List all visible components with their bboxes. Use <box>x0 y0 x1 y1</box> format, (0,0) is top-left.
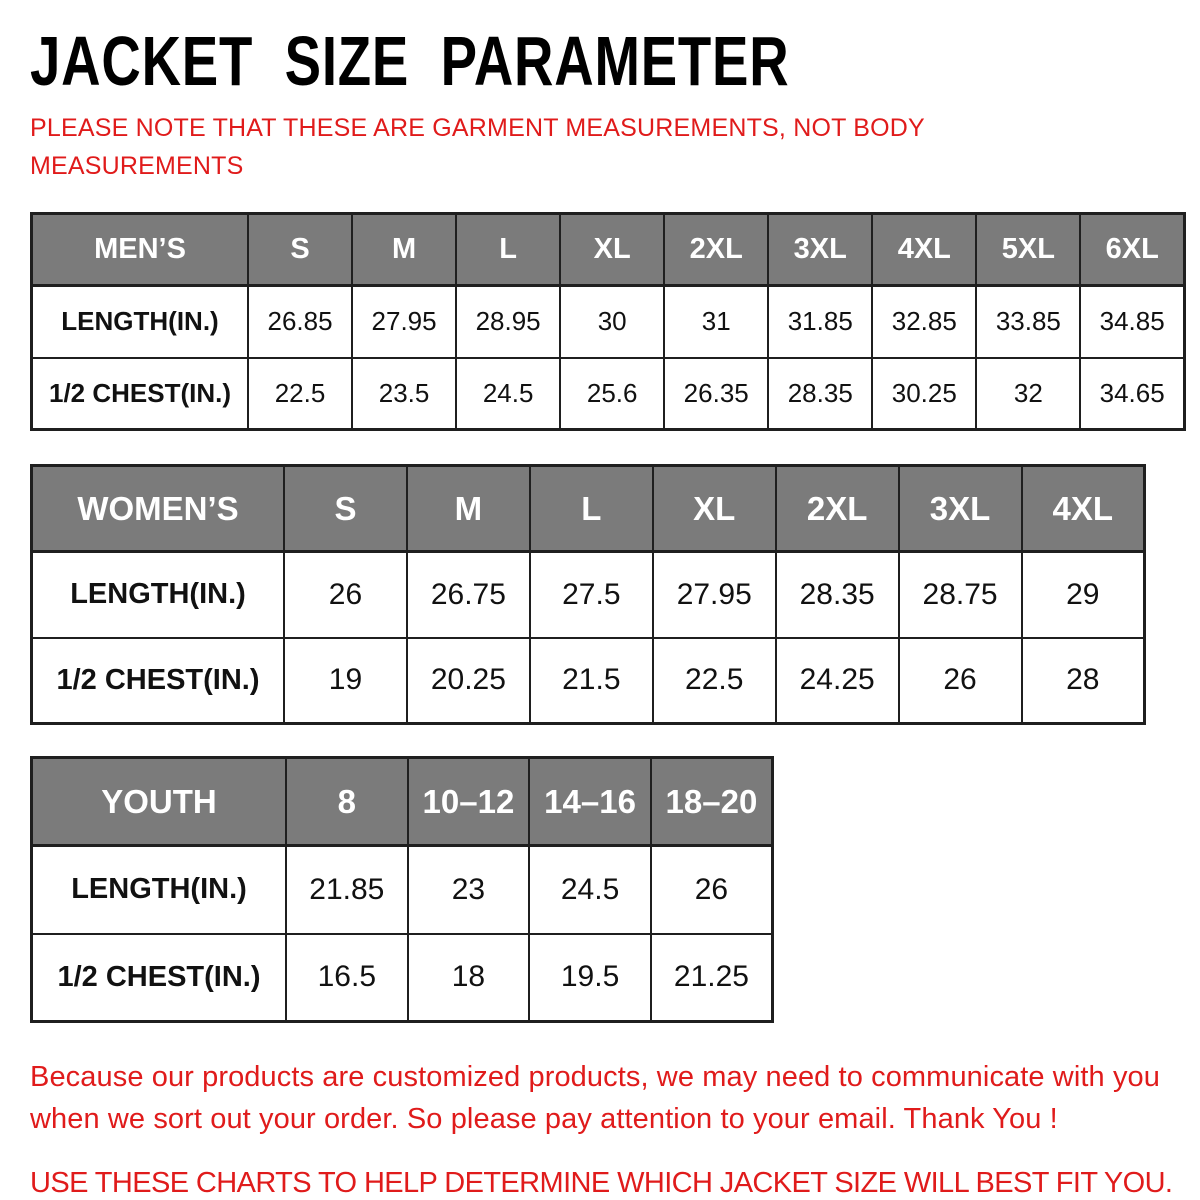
size-cell: 29 <box>1022 552 1145 638</box>
table-row <box>32 638 1145 724</box>
size-cell: 22.5 <box>248 358 352 430</box>
size-table-mens <box>30 212 1186 431</box>
size-cell: 19.5 <box>529 934 651 1022</box>
row-label: 1/2 CHEST(IN.) <box>32 934 287 1022</box>
column-header: 2XL <box>776 466 899 552</box>
column-header: 4XL <box>1022 466 1145 552</box>
column-header: S <box>284 466 407 552</box>
size-cell: 28.35 <box>768 358 872 430</box>
size-cell: 31 <box>664 286 768 358</box>
table-row <box>32 846 773 934</box>
column-header: 5XL <box>976 214 1080 286</box>
size-cell: 24.5 <box>456 358 560 430</box>
size-cell: 33.85 <box>976 286 1080 358</box>
table-row <box>32 286 1185 358</box>
table-row <box>32 358 1185 430</box>
size-cell: 30.25 <box>872 358 976 430</box>
size-cell: 22.5 <box>653 638 776 724</box>
size-cell: 27.95 <box>653 552 776 638</box>
page-title: JACKET SIZE PARAMETER <box>30 22 790 100</box>
size-table-youth <box>30 756 774 1023</box>
size-cell: 26 <box>899 638 1022 724</box>
size-cell: 32.85 <box>872 286 976 358</box>
column-header: M <box>407 466 530 552</box>
size-cell: 34.65 <box>1080 358 1184 430</box>
table-row <box>32 934 773 1022</box>
size-cell: 26.35 <box>664 358 768 430</box>
table-title-youth: YOUTH <box>32 758 287 846</box>
size-cell: 21.85 <box>286 846 408 934</box>
size-cell: 24.5 <box>529 846 651 934</box>
size-cell: 25.6 <box>560 358 664 430</box>
size-cell: 19 <box>284 638 407 724</box>
size-cell: 21.25 <box>651 934 773 1022</box>
header-row <box>32 466 1145 552</box>
column-header: 6XL <box>1080 214 1184 286</box>
size-cell: 28.75 <box>899 552 1022 638</box>
column-header: XL <box>653 466 776 552</box>
customization-notice: Because our products are customized products, we may need to communicate with you when we sort out your order. So please pay attention to your email. Thank You ! <box>30 1061 1160 1136</box>
size-cell: 21.5 <box>530 638 653 724</box>
header-row <box>32 758 773 846</box>
size-cell: 20.25 <box>407 638 530 724</box>
size-cell: 27.5 <box>530 552 653 638</box>
size-cell: 24.25 <box>776 638 899 724</box>
column-header: S <box>248 214 352 286</box>
size-cell: 28.35 <box>776 552 899 638</box>
size-cell: 27.95 <box>352 286 456 358</box>
garment-measurement-note: PLEASE NOTE THAT THESE ARE GARMENT MEASUREMENTS, NOT BODY MEASUREMENTS <box>30 114 925 180</box>
size-cell: 26 <box>651 846 773 934</box>
column-header: L <box>456 214 560 286</box>
column-header: 10–12 <box>408 758 530 846</box>
size-cell: 16.5 <box>286 934 408 1022</box>
column-header: XL <box>560 214 664 286</box>
column-header: 14–16 <box>529 758 651 846</box>
table-title-womens: WOMEN’S <box>32 466 285 552</box>
size-cell: 28.95 <box>456 286 560 358</box>
size-table-womens <box>30 464 1146 725</box>
row-label: 1/2 CHEST(IN.) <box>32 358 249 430</box>
size-cell: 30 <box>560 286 664 358</box>
size-cell: 26.85 <box>248 286 352 358</box>
size-cell: 26 <box>284 552 407 638</box>
size-cell: 28 <box>1022 638 1145 724</box>
column-header: 4XL <box>872 214 976 286</box>
size-cell: 23 <box>408 846 530 934</box>
table-title-mens: MEN’S <box>32 214 249 286</box>
header-row <box>32 214 1185 286</box>
column-header: 8 <box>286 758 408 846</box>
column-header: 3XL <box>768 214 872 286</box>
size-cell: 34.85 <box>1080 286 1184 358</box>
row-label: LENGTH(IN.) <box>32 286 249 358</box>
column-header: M <box>352 214 456 286</box>
size-cell: 31.85 <box>768 286 872 358</box>
column-header: 3XL <box>899 466 1022 552</box>
fit-advice: USE THESE CHARTS TO HELP DETERMINE WHICH JACKET SIZE WILL BEST FIT YOU. <box>30 1167 1173 1200</box>
size-cell: 23.5 <box>352 358 456 430</box>
row-label: LENGTH(IN.) <box>32 552 285 638</box>
row-label: 1/2 CHEST(IN.) <box>32 638 285 724</box>
column-header: 18–20 <box>651 758 773 846</box>
column-header: L <box>530 466 653 552</box>
column-header: 2XL <box>664 214 768 286</box>
table-row <box>32 552 1145 638</box>
row-label: LENGTH(IN.) <box>32 846 287 934</box>
size-cell: 18 <box>408 934 530 1022</box>
size-cell: 32 <box>976 358 1080 430</box>
size-cell: 26.75 <box>407 552 530 638</box>
